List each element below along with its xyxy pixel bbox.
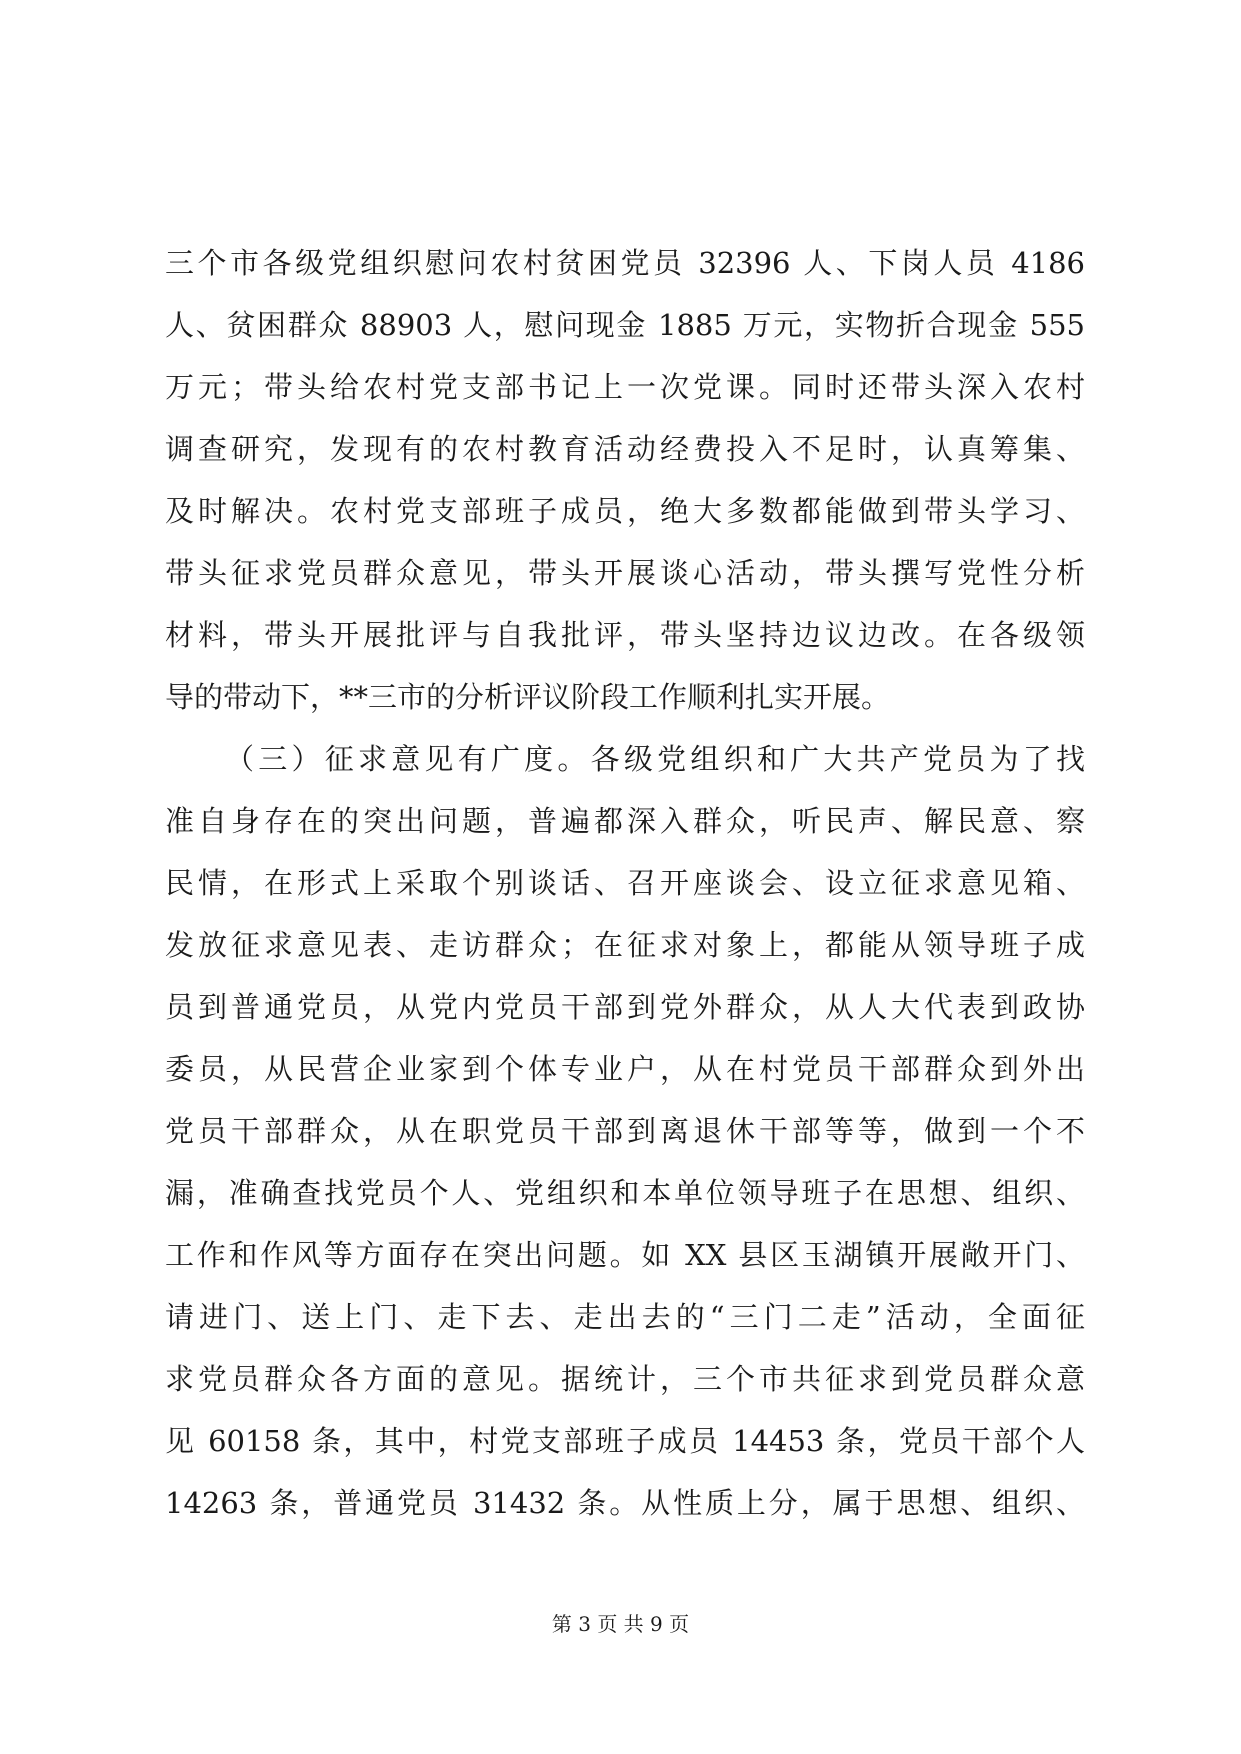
text-line: 党员干部群众，从在职党员干部到离退休干部等等，做到一个不 (165, 1114, 1085, 1148)
text-line: 材料，带头开展批评与自我批评，带头坚持边议边改。在各级领 (165, 618, 1085, 652)
text-line: 求党员群众各方面的意见。据统计，三个市共征求到党员群众意 (165, 1362, 1085, 1396)
text-line: 委员，从民营企业家到个体专业户，从在村党员干部群众到外出 (165, 1052, 1085, 1086)
text-line: 员到普通党员，从党内党员干部到党外群众，从人大代表到政协 (165, 990, 1085, 1024)
text-line: 发放征求意见表、走访群众；在征求对象上，都能从领导班子成 (165, 928, 1085, 962)
text-line: 工作和作风等方面存在突出问题。如 XX 县区玉湖镇开展敞开门、 (165, 1238, 1085, 1272)
text-line: 漏，准确查找党员个人、党组织和本单位领导班子在思想、组织、 (165, 1176, 1085, 1210)
text-line: 见 60158 条，其中，村党支部班子成员 14453 条，党员干部个人 (165, 1424, 1085, 1458)
text-line: 14263 条，普通党员 31432 条。从性质上分，属于思想、组织、 (165, 1486, 1085, 1520)
text-line: 三个市各级党组织慰问农村贫困党员 32396 人、下岗人员 4186 (165, 246, 1085, 280)
text-line: 准自身存在的突出问题，普遍都深入群众，听民声、解民意、察 (165, 804, 1085, 838)
text-line: 及时解决。农村党支部班子成员，绝大多数都能做到带头学习、 (165, 494, 1085, 528)
text-line: 人、贫困群众 88903 人，慰问现金 1885 万元，实物折合现金 555 (165, 308, 1085, 342)
text-line: 民情，在形式上采取个别谈话、召开座谈会、设立征求意见箱、 (165, 866, 1085, 900)
text-line: 带头征求党员群众意见，带头开展谈心活动，带头撰写党性分析 (165, 556, 1085, 590)
body-text (165, 232, 1085, 1534)
page-number-footer: 第 3 页 共 9 页 (551, 1612, 690, 1636)
text-line: 调查研究，发现有的农村教育活动经费投入不足时，认真筹集、 (165, 432, 1085, 466)
text-line: 导的带动下，**三市的分析评议阶段工作顺利扎实开展。 (165, 680, 891, 714)
text-line: 万元；带头给农村党支部书记上一次党课。同时还带头深入农村 (165, 370, 1085, 404)
text-line: 请进门、送上门、走下去、走出去的“三门二走”活动，全面征 (165, 1300, 1085, 1334)
section-heading-line: （三）征求意见有广度。各级党组织和广大共产党员为了找 (225, 742, 1085, 776)
